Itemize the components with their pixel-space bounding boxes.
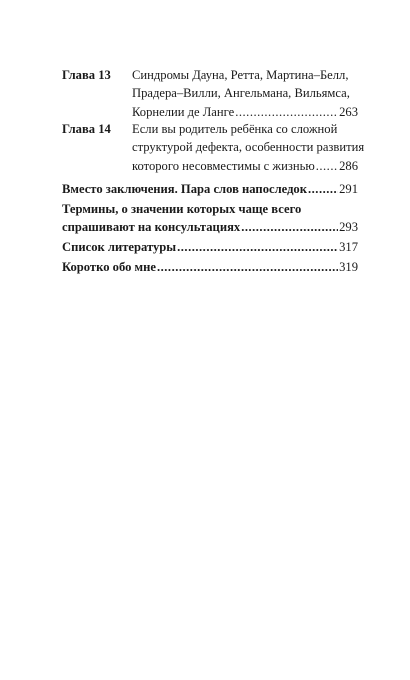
- dot-leader: [308, 180, 338, 198]
- entry-line: [62, 218, 358, 236]
- page-number: 286: [339, 158, 358, 173]
- toc-entry-about-author: [62, 258, 358, 276]
- chapter-number: Глава 14: [62, 122, 111, 136]
- dot-leader: [241, 218, 338, 236]
- page-number: 293: [339, 220, 358, 235]
- page-number: 317: [339, 240, 358, 254]
- page-number: 291: [339, 182, 358, 196]
- chapter-title-line: Если вы родитель ребёнка со сложной: [132, 122, 338, 136]
- entry-line: [62, 238, 358, 256]
- entry-line: [62, 180, 358, 198]
- entry-title: Вместо заключения. Пара слов напоследок: [62, 182, 307, 196]
- chapter-number: Глава 13: [62, 68, 111, 82]
- entry-line: [62, 258, 358, 276]
- dot-leader: [316, 157, 338, 175]
- chapter-title-line: Синдромы Дауна, Ретта, Мартина–Белл,: [132, 68, 349, 82]
- toc-entry-bibliography: [62, 238, 358, 256]
- chapter-title-last-line: [132, 103, 358, 121]
- chapter-title-block: [132, 66, 358, 121]
- toc-entry-conclusion: [62, 180, 358, 198]
- toc-entry-terms: [62, 200, 358, 237]
- entry-title-line: Термины, о значении которых чаще всего: [62, 202, 302, 216]
- entry-title: спрашивают на консультациях: [62, 220, 241, 235]
- chapter-title-text: Корнелии де Ланге: [132, 104, 235, 119]
- chapter-title-line: структурой дефекта, особенности развития: [132, 140, 365, 155]
- chapter-title-last-line: [132, 157, 358, 175]
- chapter-title-text: которого несовместимы с жизнью: [132, 158, 315, 173]
- entry-title: Коротко обо мне: [62, 260, 156, 274]
- entry-title: Список литературы: [62, 240, 177, 254]
- chapter-title-line: Прадера–Вилли, Ангельмана, Вильямса,: [132, 86, 350, 101]
- dot-leader: [157, 258, 338, 276]
- dot-leader: [235, 103, 338, 121]
- chapter-title-block: [132, 120, 365, 175]
- page-number: 319: [339, 260, 358, 274]
- page-number: 263: [339, 104, 358, 119]
- dot-leader: [177, 238, 338, 256]
